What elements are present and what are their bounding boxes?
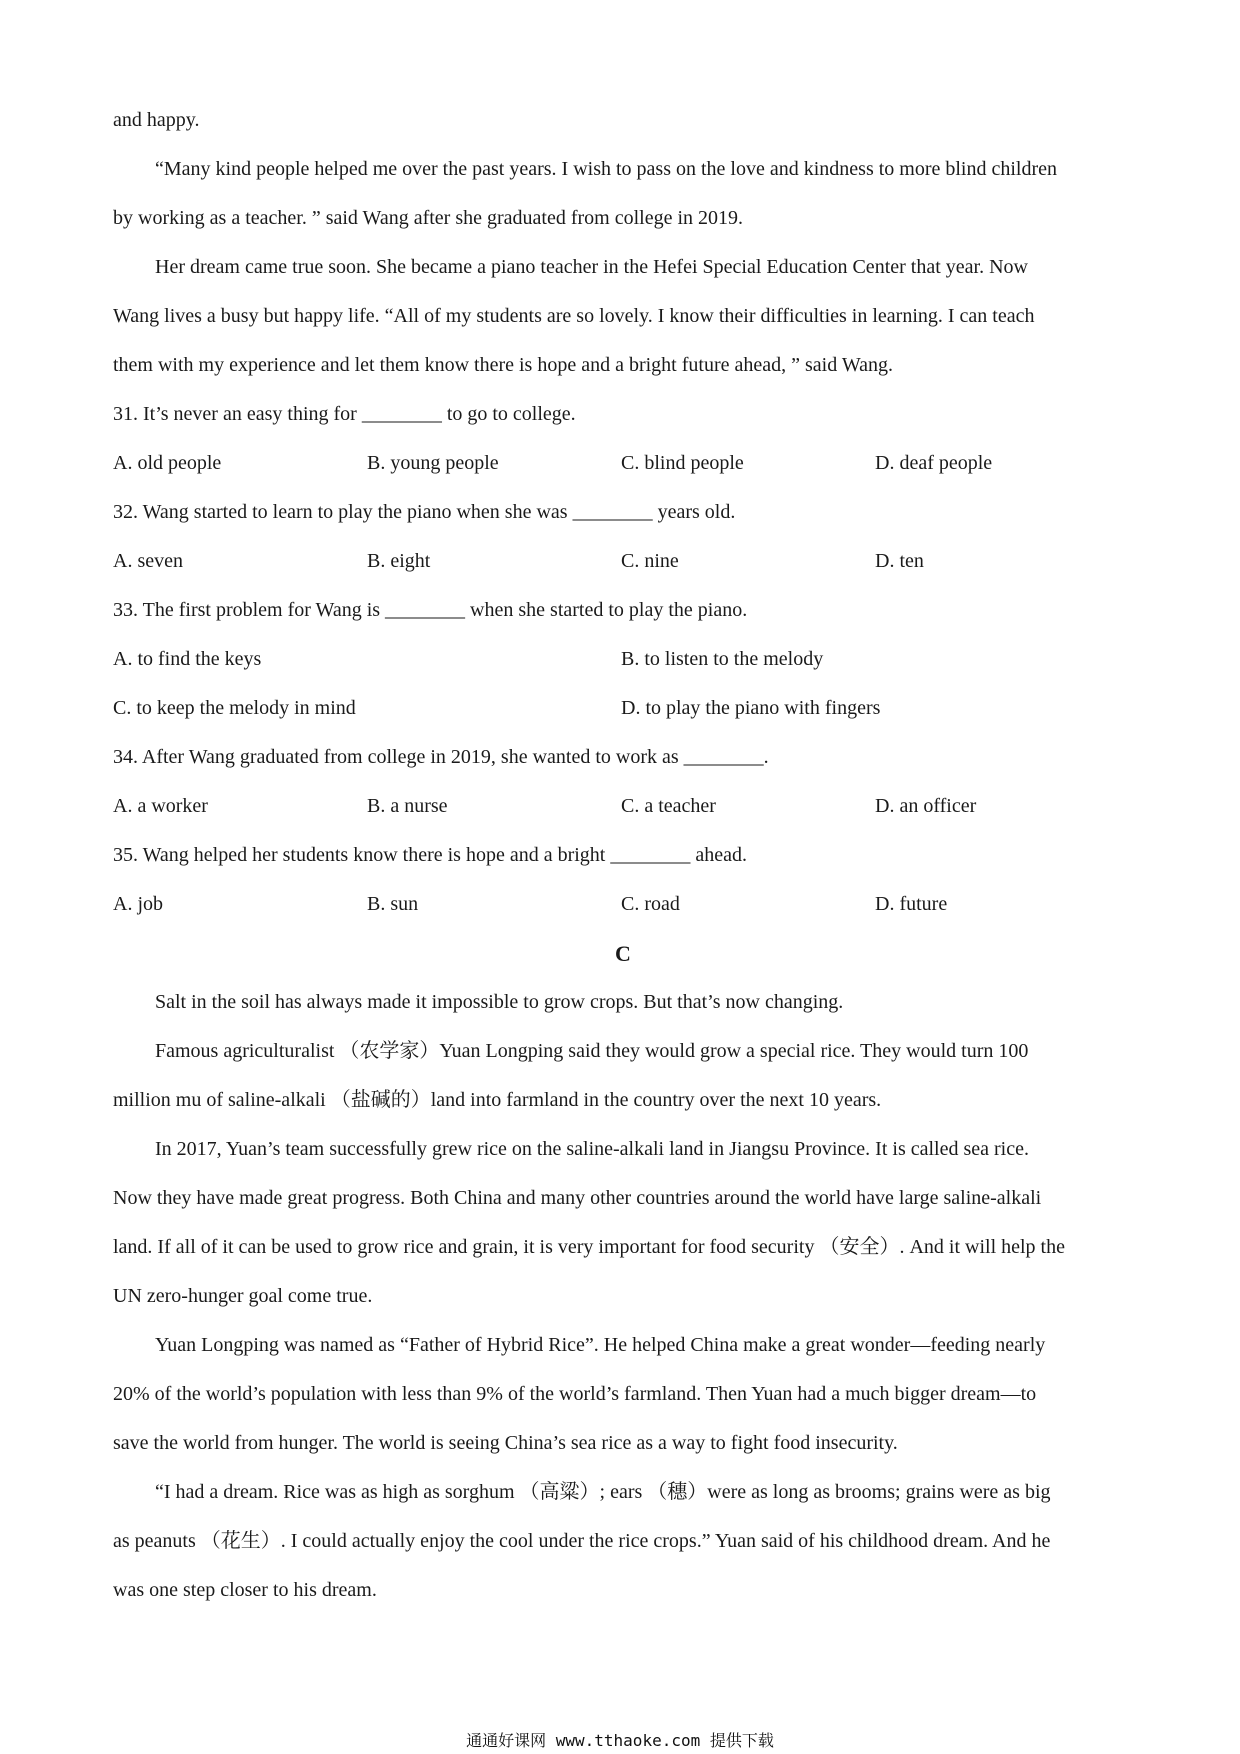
text-line: Now they have made great progress. Both China and many other countries around the world have large saline-alkali: [113, 1187, 1042, 1209]
text-line: save the world from hunger. The world is seeing China’s sea rice as a way to fight food insecurity.: [113, 1432, 898, 1454]
footer-watermark: 通通好课网 www.tthaoke.com 提供下载: [466, 1731, 774, 1750]
answer-option: A. to find the keys: [113, 648, 262, 670]
text-line: Her dream came true soon. She became a piano teacher in the Hefei Special Education Center that year. Now: [155, 256, 1028, 278]
answer-option: D. deaf people: [875, 452, 993, 474]
answer-option: C. a teacher: [621, 795, 716, 817]
answer-option: C. road: [621, 893, 680, 915]
text-line: by working as a teacher. ” said Wang after she graduated from college in 2019.: [113, 207, 744, 229]
document-page: [113, 96, 1133, 1615]
answer-option: A. seven: [113, 550, 183, 572]
text-line: Salt in the soil has always made it impossible to grow crops. But that’s now changing.: [155, 991, 844, 1013]
answer-option: C. blind people: [621, 452, 744, 474]
answer-option: D. an officer: [875, 795, 977, 817]
text-line: UN zero-hunger goal come true.: [113, 1285, 373, 1307]
text-line: Yuan Longping was named as “Father of Hybrid Rice”. He helped China make a great wonder—feeding nearly: [155, 1334, 1046, 1356]
text-line: Famous agriculturalist （农学家）Yuan Longping said they would grow a special rice. They would turn 100: [155, 1040, 1029, 1062]
text-line: “Many kind people helped me over the past years. I wish to pass on the love and kindness to more blind children: [155, 158, 1058, 180]
text-line: million mu of saline-alkali （盐碱的）land into farmland in the country over the next 10 years.: [113, 1089, 882, 1111]
answer-option: D. to play the piano with fingers: [621, 697, 881, 719]
option-row: [113, 880, 1133, 929]
option-row: [113, 439, 1133, 488]
option-row: [113, 537, 1133, 586]
question-stem: 34. After Wang graduated from college in 2019, she wanted to work as ________.: [113, 746, 769, 768]
question-list: [113, 390, 1133, 929]
answer-option: B. a nurse: [367, 795, 448, 817]
question-stem: 32. Wang started to learn to play the piano when she was ________ years old.: [113, 501, 736, 523]
text-line: as peanuts （花生）. I could actually enjoy the cool under the rice crops.” Yuan said of his childhood dream. And he: [113, 1530, 1051, 1552]
section-c-heading: C: [615, 941, 631, 966]
passage-b-text: [113, 96, 1133, 390]
answer-option: D. future: [875, 893, 948, 915]
question-stem: 35. Wang helped her students know there is hope and a bright ________ ahead.: [113, 844, 747, 866]
text-line: land. If all of it can be used to grow rice and grain, it is very important for food security （安全）. And it will help the: [113, 1236, 1065, 1258]
answer-option: C. nine: [621, 550, 679, 572]
passage-c-text: [113, 978, 1133, 1615]
answer-option: B. young people: [367, 452, 499, 474]
text-line: In 2017, Yuan’s team successfully grew rice on the saline-alkali land in Jiangsu Province. It is called sea rice.: [155, 1138, 1029, 1160]
option-row: [113, 635, 1133, 684]
text-line: Wang lives a busy but happy life. “All of my students are so lovely. I know their difficulties in learning. I can teach: [113, 305, 1035, 327]
answer-option: A. a worker: [113, 795, 208, 817]
answer-option: A. old people: [113, 452, 222, 474]
text-line: and happy.: [113, 109, 200, 131]
answer-option: B. eight: [367, 550, 431, 572]
text-line: 20% of the world’s population with less than 9% of the world’s farmland. Then Yuan had a much bigger dream—to: [113, 1383, 1037, 1405]
option-row: [113, 684, 1133, 733]
text-line: them with my experience and let them know there is hope and a bright future ahead, ” said Wang.: [113, 354, 893, 376]
answer-option: C. to keep the melody in mind: [113, 697, 356, 719]
question-stem: 31. It’s never an easy thing for ________ to go to college.: [113, 403, 576, 425]
answer-option: B. to listen to the melody: [621, 648, 824, 670]
text-line: “I had a dream. Rice was as high as sorghum （高粱）; ears （穗）were as long as brooms; grains were as big: [155, 1481, 1051, 1503]
answer-option: A. job: [113, 893, 163, 915]
answer-option: D. ten: [875, 550, 924, 572]
answer-option: B. sun: [367, 893, 419, 915]
question-stem: 33. The first problem for Wang is ________ when she started to play the piano.: [113, 599, 748, 621]
option-row: [113, 782, 1133, 831]
text-line: was one step closer to his dream.: [113, 1579, 377, 1601]
